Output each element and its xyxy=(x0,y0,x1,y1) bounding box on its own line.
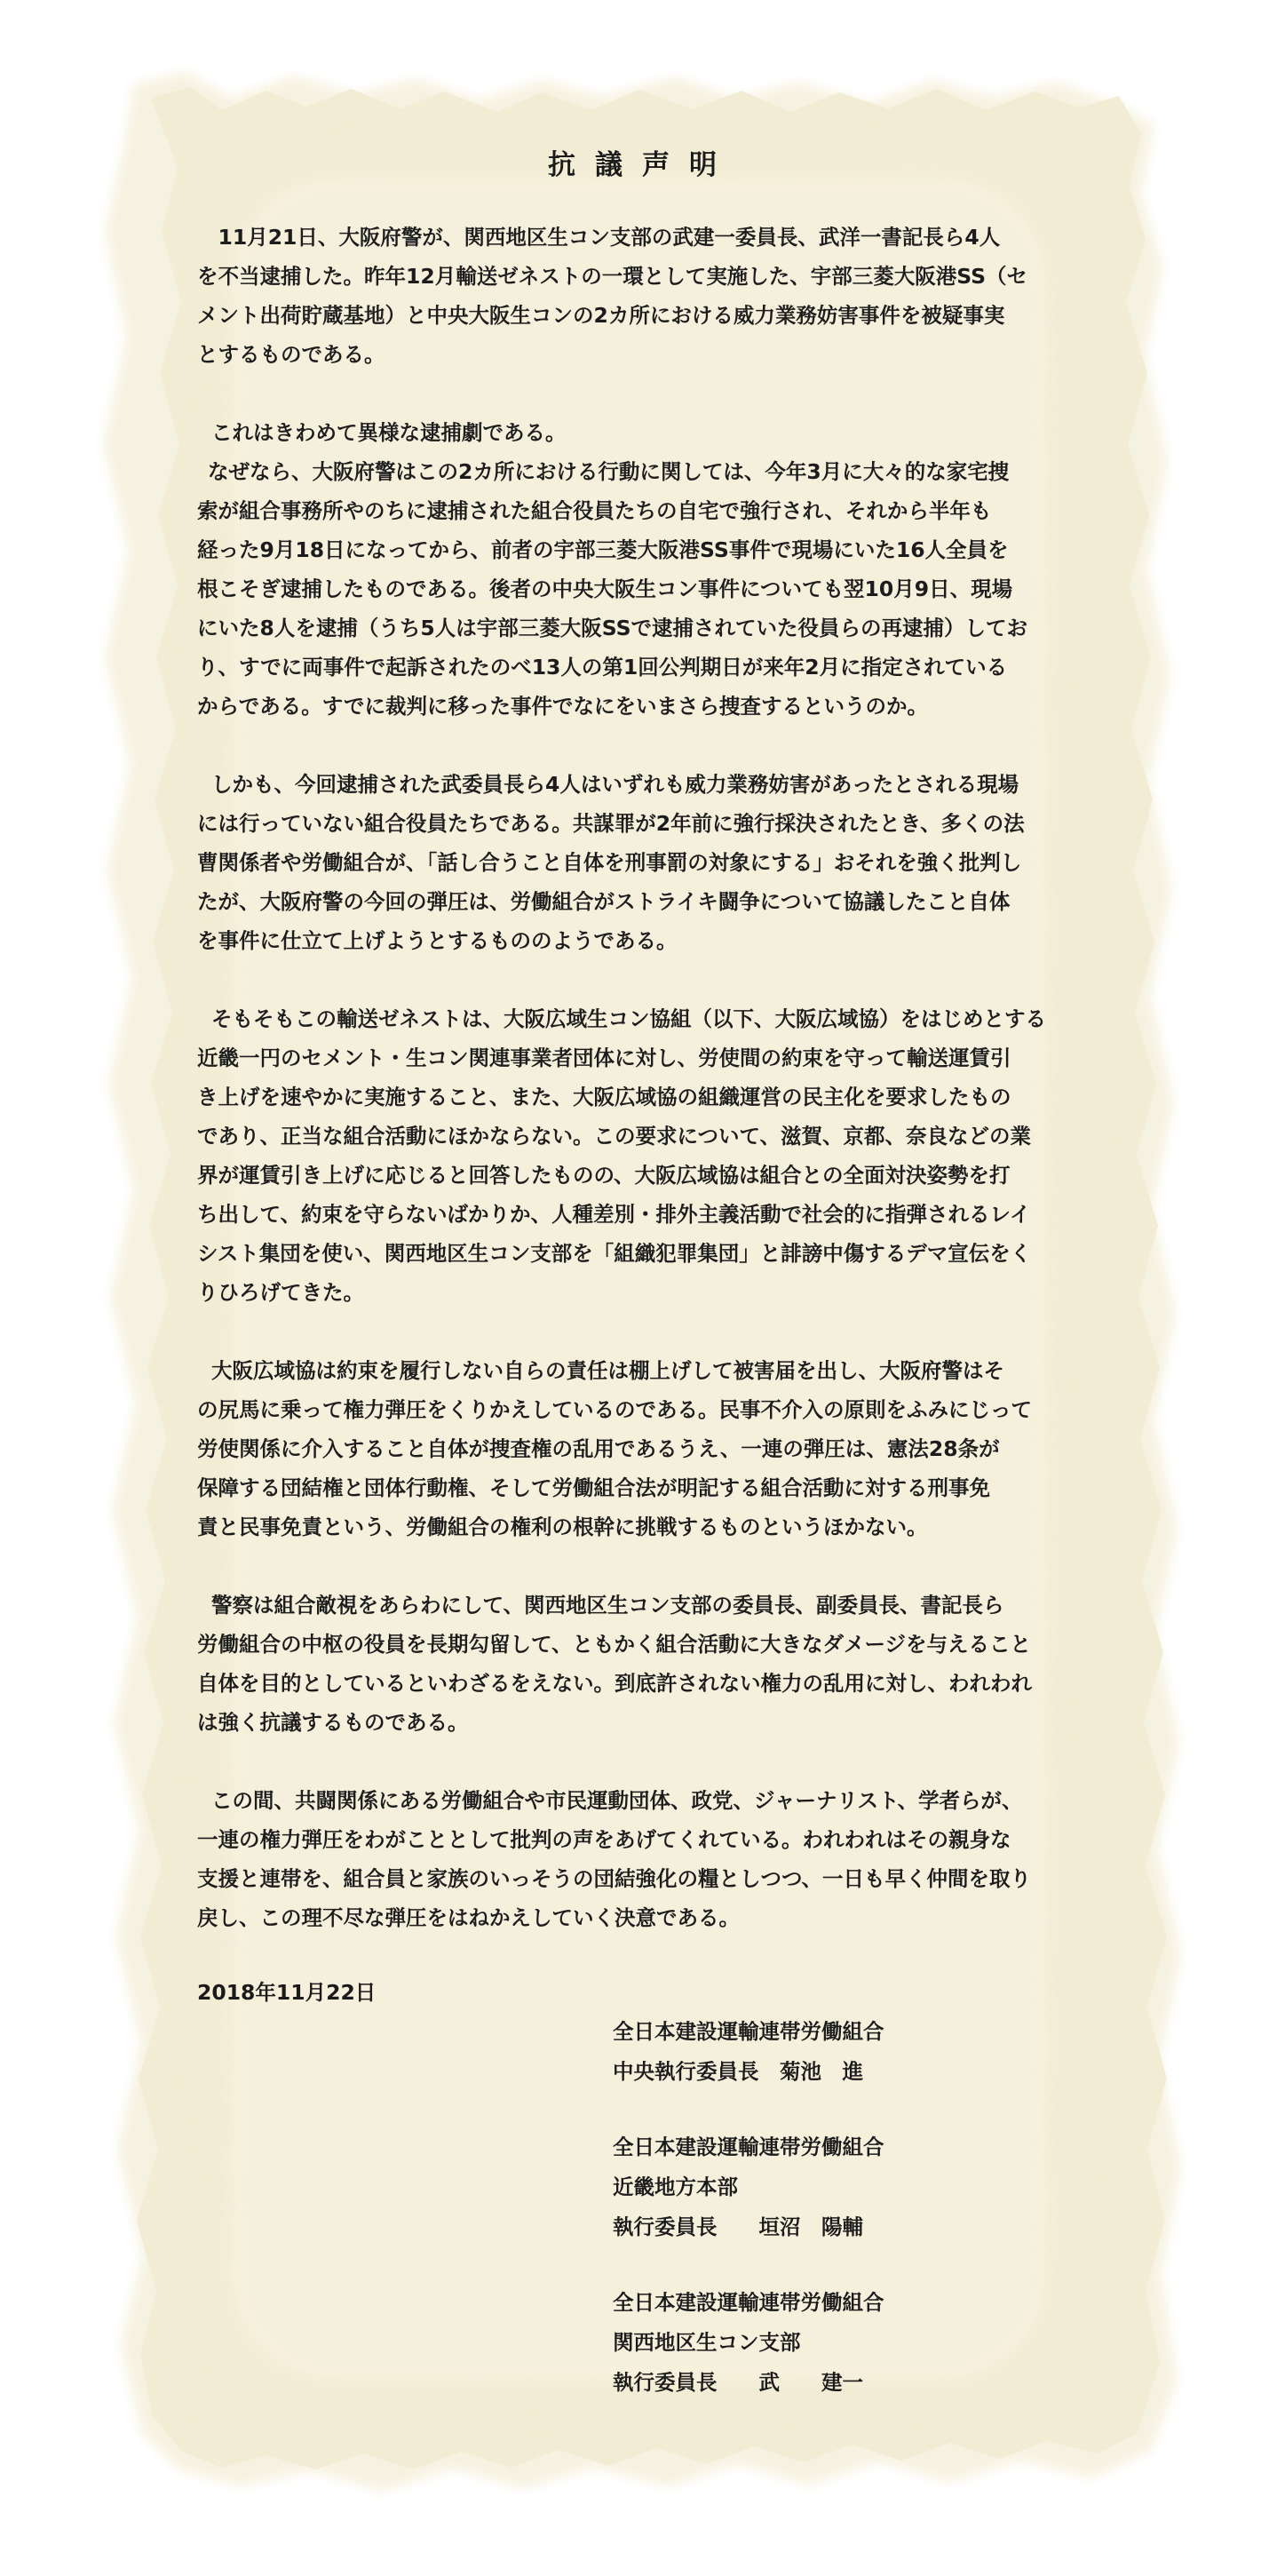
signature-block-kansai xyxy=(613,2283,1067,2403)
text-line: にいた8人を逮捕（うち5人は宇部三菱大阪SSで逮捕されていた役員らの再逮捕）してお xyxy=(197,616,1027,640)
text-line: 界が運賃引き上げに応じると回答したものの、大阪広域協は組合との全面対決姿勢を打 xyxy=(197,1163,1011,1188)
signature-line: 関西地区生コン支部 xyxy=(613,2330,801,2355)
text-line: これはきわめて異様な逮捕劇である。 xyxy=(211,420,567,445)
text-line: であり、正当な組合活動にほかならない。この要求について、滋賀、京都、奈良などの業 xyxy=(197,1124,1032,1149)
paragraph-2 xyxy=(197,413,1067,726)
text-line: 警察は組合敵視をあらわにして、関西地区生コン支部の委員長、副委員長、書記長ら xyxy=(211,1593,1004,1618)
text-line: たが、大阪府警の今回の弾圧は、労働組合がストライキ闘争について協議したこと自体 xyxy=(197,889,1011,914)
signature-line: 執行委員長 垣沼 陽輔 xyxy=(613,2214,863,2239)
text-line: 大阪広域協は約束を履行しない自らの責任は棚上げして被害届を出し、大阪府警はそ xyxy=(211,1358,1004,1383)
statement-content xyxy=(197,142,1067,2438)
page-title: 抗議声明 xyxy=(548,149,736,181)
text-line: 曹関係者や労働組合が、「話し合うこと自体を刑事罰の対象にする」おそれを強く批判し xyxy=(197,850,1022,875)
text-line: 索が組合事務所やのちに逮捕された組合役員たちの自宅で強行され、それから半年も xyxy=(197,498,992,523)
text-line: を不当逮捕した。昨年12月輸送ゼネストの一環として実施した、宇部三菱大阪港SS（セ xyxy=(197,264,1027,289)
text-line: の尻馬に乗って権力弾圧をくりかえしているのである。民事不介入の原則をふみにじって xyxy=(197,1397,1032,1422)
paragraph-4 xyxy=(197,999,1067,1312)
text-line: とするものである。 xyxy=(197,342,385,367)
text-line: からである。すでに裁判に移った事件でなにをいまさら捜査するというのか。 xyxy=(197,694,928,719)
paragraph-1 xyxy=(197,218,1067,374)
text-line: シスト集団を使い、関西地区生コン支部を「組織犯罪集団」と誹謗中傷するデマ宣伝をく xyxy=(197,1241,1032,1266)
statement-date: 2018年11月22日 xyxy=(197,1980,377,2005)
text-line: り、すでに両事件で起訴されたのべ13人の第1回公判期日が来年2月に指定されている xyxy=(197,655,1008,680)
signature-section xyxy=(613,2012,1067,2403)
text-line: は強く抗議するものである。 xyxy=(197,1710,469,1735)
paragraph-3 xyxy=(197,765,1067,960)
text-line: 責と民事免責という、労働組合の権利の根幹に挑戦するものというほかない。 xyxy=(197,1515,928,1539)
text-line: りひろげてきた。 xyxy=(197,1280,364,1305)
text-line: なぜなら、大阪府警はこの2カ所における行動に関しては、今年3月に大々的な家宅捜 xyxy=(208,459,1010,484)
signature-block-central xyxy=(613,2012,1067,2092)
text-line: 近畿一円のセメント・生コン関連事業者団体に対し、労使間の約束を守って輸送運賃引 xyxy=(197,1046,1011,1070)
signature-block-kinki xyxy=(613,2127,1067,2247)
paragraph-6 xyxy=(197,1586,1067,1742)
signature-line: 全日本建設運輸連帯労働組合 xyxy=(613,2135,884,2159)
text-line: を事件に仕立て上げようとするもののようである。 xyxy=(197,928,678,953)
text-line: ち出して、約束を守らないばかりか、人種差別・排外主義活動で社会的に指弾されるレイ xyxy=(197,1202,1031,1227)
text-line: 戻し、この理不尽な弾圧をはねかえしていく決意である。 xyxy=(197,1905,740,1930)
signature-line: 全日本建設運輸連帯労働組合 xyxy=(613,2019,884,2044)
signature-line: 中央執行委員長 菊池 進 xyxy=(613,2059,863,2084)
signature-line: 近畿地方本部 xyxy=(613,2174,738,2199)
text-line: しかも、今回逮捕された武委員長ら4人はいずれも威力業務妨害があったとされる現場 xyxy=(211,772,1019,797)
text-line: 11月21日、大阪府警が、関西地区生コン支部の武建一委員長、武洋一書記長ら4人 xyxy=(197,225,1001,250)
text-line: 経った9月18日になってから、前者の宇部三菱大阪港SS事件で現場にいた16人全員を xyxy=(197,537,1009,562)
paragraph-5 xyxy=(197,1351,1067,1546)
text-line: 支援と連帯を、組合員と家族のいっそうの団結強化の糧としつつ、一日も早く仲間を取り xyxy=(197,1866,1032,1891)
text-line: き上げを速やかに実施すること、また、大阪広域協の組織運営の民主化を要求したもの xyxy=(197,1085,1011,1109)
paragraph-7 xyxy=(197,1781,1067,1937)
text-line: 労使関係に介入すること自体が捜査権の乱用であるうえ、一連の弾圧は、憲法28条が xyxy=(197,1436,1000,1461)
text-line: 根こそぎ逮捕したものである。後者の中央大阪生コン事件についても翌10月9日、現場 xyxy=(197,576,1013,601)
text-line: 一連の権力弾圧をわがこととして批判の声をあげてくれている。われわれはその親身な xyxy=(197,1827,1011,1852)
text-line: この間、共闘関係にある労働組合や市民運動団体、政党、ジャーナリスト、学者らが、 xyxy=(211,1788,1023,1813)
text-line: には行っていない組合役員たちである。共謀罪が2年前に強行採決されたとき、多くの法 xyxy=(197,811,1025,836)
text-line: 保障する団結権と団体行動権、そして労働組合法が明記する組合活動に対する刑事免 xyxy=(197,1475,990,1500)
text-line: 労働組合の中枢の役員を長期勾留して、ともかく組合活動に大きなダメージを与えること xyxy=(197,1632,1032,1657)
text-line: そもそもこの輸送ゼネストは、大阪広域生コン協組（以下、大阪広域協）をはじめとする xyxy=(211,1006,1046,1031)
text-line: 自体を目的としているといわざるをえない。到底許されない権力の乱用に対し、われわれ xyxy=(197,1671,1032,1696)
signature-line: 全日本建設運輸連帯労働組合 xyxy=(613,2290,884,2315)
signature-line: 執行委員長 武 建一 xyxy=(613,2370,863,2395)
text-line: メント出荷貯蔵基地）と中央大阪生コンの2カ所における威力業務妨害事件を被疑事実 xyxy=(197,303,1005,328)
